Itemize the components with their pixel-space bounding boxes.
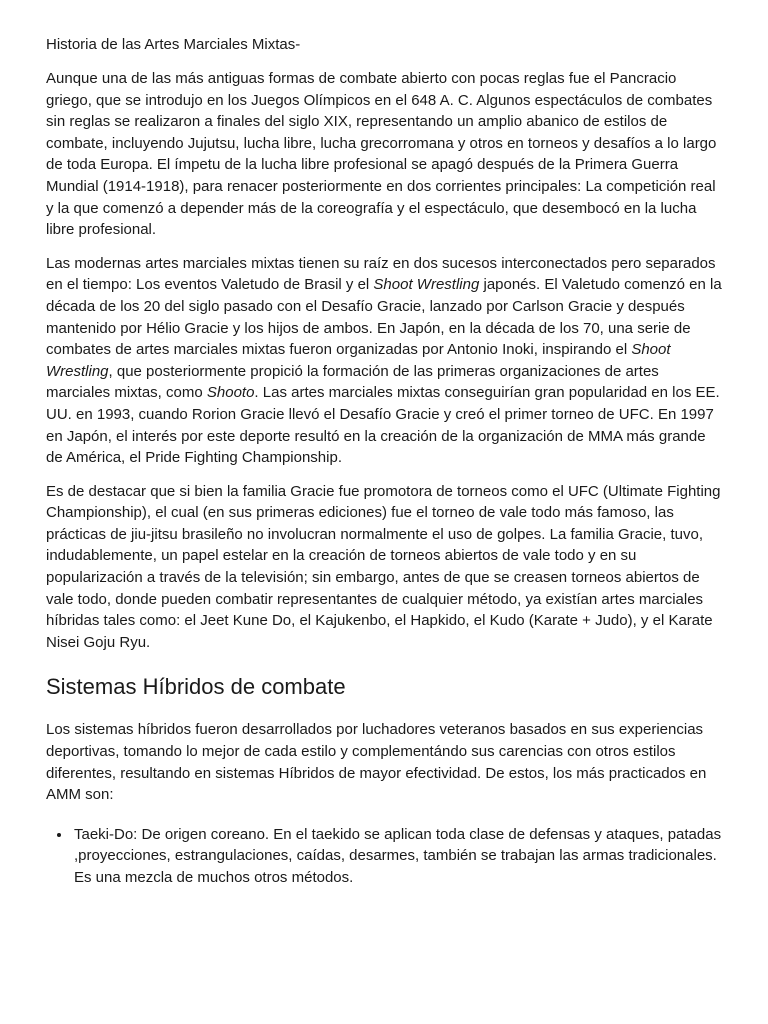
hybrid-systems-list xyxy=(46,824,724,889)
paragraph-hybrid-systems: Los sistemas híbridos fueron desarrollados por luchadores veteranos basados en sus experiencias deportivas, tomando lo mejor de cada estilo y complementándo sus carencias con otros estilos diferentes, resultando en sistemas Híbridos de mayor efectividad. De estos, los más practicados en AMM son: xyxy=(46,721,707,804)
paragraph-history-origins: Aunque una de las más antiguas formas de combate abierto con pocas reglas fue el Pancracio griego, que se introdujo en los Juegos Olímpicos en el 648 A. C. Algunos espectáculos de combates sin reglas se realizaron a finales del siglo XIX, representando un amplio abanico de estilos de combate, incluyendo Jujutsu, lucha libre, lucha grecorromana y otros en torneos y desafíos a lo largo de toda Europa. El ímpetu de la lucha libre profesional se apagó después de la Primera Guerra Mundial (1914-1918), para renacer posteriormente en dos corrientes principales: La competición real y la que comenzó a depender más de la coreografía y el espectáculo, que desembocó en la lucha libre profesional. xyxy=(46,70,717,239)
italic-term: Shooto xyxy=(206,384,255,402)
italic-term: Shoot Wrestling xyxy=(373,276,480,294)
section-heading-hybrid-systems: Sistemas Híbridos de combate xyxy=(46,674,346,700)
document-title: Historia de las Artes Marciales Mixtas- xyxy=(46,36,301,53)
italic-term: Shoot Wrestling xyxy=(46,341,671,380)
document-page xyxy=(46,34,724,889)
list-item-taeki-do: • Taeki-Do: De origen coreano. En el taekido se aplican toda clase de defensas y ataques, patadas ,proyecciones, estrangulaciones, caídas, desarmes, también se trabajan las armas tradicionales. Es una mezcla de muchos otros métodos. xyxy=(72,824,724,889)
paragraph-modern-mma: Las modernas artes marciales mixtas tienen su raíz en dos sucesos interconectados pero separados en el tiempo: Los eventos Valetudo de Brasil y el Shoot Wrestling japonés. El Valetudo comenzó en la década de los 20 del siglo pasado con el Desafío Gracie, lanzado por Carlson Gracie y después mantenido por Hélio Gracie y los hijos de ambos. En Japón, en la década de los 70, una serie de combates de artes marciales mixtas fueron organizadas por Antonio Inoki, inspirando el Shoot Wrestling, que posteriormente propició la formación de las primeras organizaciones de artes marciales mixtas, como Shooto. Las artes marciales mixtas conseguirían gran popularidad en los EE. UU. en 1993, cuando Rorion Gracie llevó el Desafío Gracie y creó el primer torneo de UFC. En 1997 en Japón, el interés por este deporte resultó en la creación de la organización de MMA más grande de América, el Pride Fighting Championship. xyxy=(46,254,722,467)
paragraph-gracie-family: Es de destacar que si bien la familia Gracie fue promotora de torneos como el UFC (Ultimate Fighting Championship), el cual (en sus primeras ediciones) fue el torneo de vale todo más famoso, las prácticas de jiu-jitsu brasileño no involucran normalmente el uso de golpes. La familia Gracie, tuvo, indudablemente, un papel estelar en la creación de torneos abiertos de vale todo y en su popularización a través de la televisión; sin embargo, antes de que se creasen torneos abiertos de vale todo, donde pueden combatir representantes de cualquier método, ya existían artes marciales híbridas tales como: el Jeet Kune Do, el Kajukenbo, el Hapkido, el Kudo (Karate + Judo), y el Karate Nisei Goju Ryu. xyxy=(46,482,721,651)
